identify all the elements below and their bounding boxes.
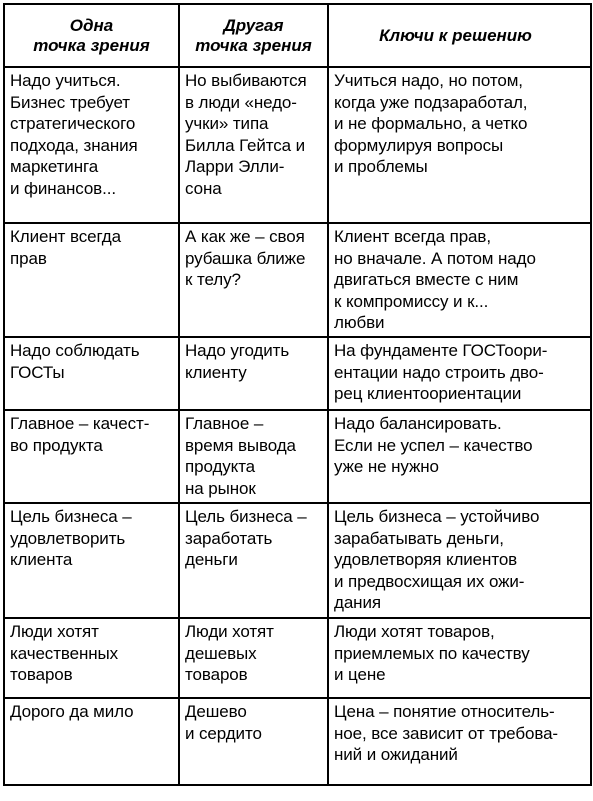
header-viewpoint-two: Другая точка зрения <box>179 4 328 67</box>
solution-key-cell: Учиться надо, но потом, когда уже подзаработал, и не формально, а четко формулируя вопросы и проблемы <box>328 67 591 223</box>
viewpoint-two-cell: Люди хотят дешевых товаров <box>179 618 328 698</box>
header-row <box>4 4 591 67</box>
viewpoint-two-cell: Дешево и сердито <box>179 698 328 785</box>
viewpoint-one-cell: Главное – качест- во продукта <box>4 410 179 503</box>
solution-key-cell: Надо балансировать. Если не успел – качество уже не нужно <box>328 410 591 503</box>
viewpoint-one-cell: Надо соблюдать ГОСТы <box>4 337 179 410</box>
solution-key-cell: Цель бизнеса – устойчиво зарабатывать деньги, удовлетворяя клиентов и предвосхищая их ожи- дания <box>328 503 591 618</box>
table-row <box>4 67 591 223</box>
table-row <box>4 223 591 337</box>
solution-key-cell: Цена – понятие относитель- ное, все зависит от требова- ний и ожиданий <box>328 698 591 785</box>
table-row <box>4 698 591 785</box>
viewpoint-one-cell: Цель бизнеса – удовлетворить клиента <box>4 503 179 618</box>
table-row <box>4 618 591 698</box>
viewpoint-two-cell: Надо угодить клиенту <box>179 337 328 410</box>
comparison-table <box>3 3 592 786</box>
viewpoint-two-cell: Главное – время вывода продукта на рынок <box>179 410 328 503</box>
header-solution-keys: Ключи к решению <box>328 4 591 67</box>
viewpoint-one-cell: Надо учиться. Бизнес требует стратегического подхода, знания маркетинга и финансов... <box>4 67 179 223</box>
viewpoint-two-cell: А как же – своя рубашка ближе к телу? <box>179 223 328 337</box>
table-row <box>4 337 591 410</box>
solution-key-cell: Люди хотят товаров, приемлемых по качеству и цене <box>328 618 591 698</box>
solution-key-cell: На фундаменте ГОСТоори- ентации надо строить дво- рец клиентоориентации <box>328 337 591 410</box>
table-row <box>4 410 591 503</box>
viewpoint-two-cell: Но выбиваются в люди «недо- учки» типа Билла Гейтса и Ларри Элли- сона <box>179 67 328 223</box>
viewpoint-one-cell: Люди хотят качественных товаров <box>4 618 179 698</box>
header-viewpoint-one: Одна точка зрения <box>4 4 179 67</box>
solution-key-cell: Клиент всегда прав, но вначале. А потом надо двигаться вместе с ним к компромиссу и к... любви <box>328 223 591 337</box>
table-row <box>4 503 591 618</box>
viewpoint-one-cell: Клиент всегда прав <box>4 223 179 337</box>
viewpoint-two-cell: Цель бизнеса – заработать деньги <box>179 503 328 618</box>
viewpoint-one-cell: Дорого да мило <box>4 698 179 785</box>
